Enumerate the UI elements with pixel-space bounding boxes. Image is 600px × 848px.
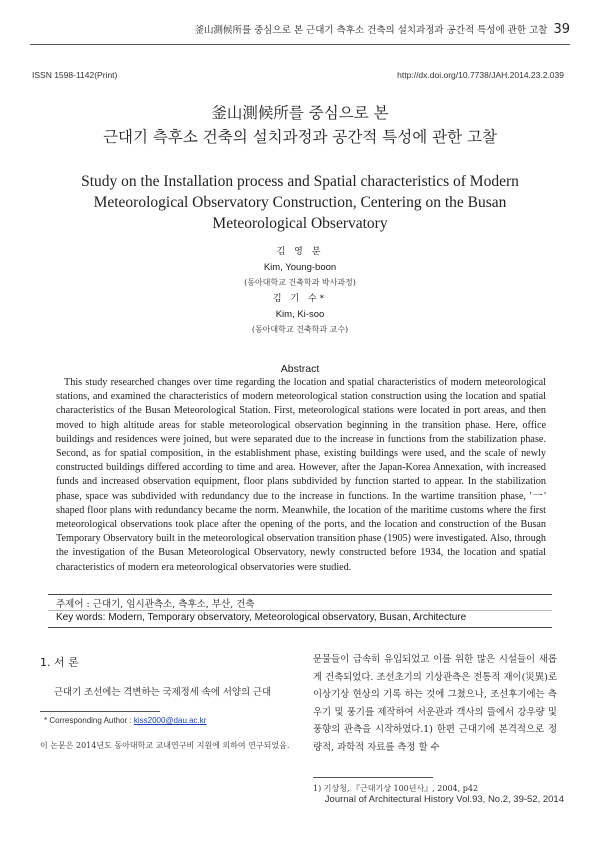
issn: ISSN 1598-1142(Print): [32, 70, 118, 80]
keywords-korean: 주제어 : 근대기, 임시관측소, 측후소, 부산, 건축: [56, 599, 255, 610]
funding-note: 이 논문은 2014년도 동아대학교 교내연구비 지원에 의하여 연구되었음.: [40, 741, 290, 750]
page-number: 39: [553, 22, 570, 37]
running-title: 釜山測候所를 중심으로 본 근대기 측후소 건축의 설치과정과 공간적 특성에 관한 고찰: [194, 25, 548, 36]
journal-footer: Journal of Architectural History Vol.93, No.2, 39-52, 2014: [324, 794, 564, 805]
keywords-rule-top: [48, 594, 552, 595]
corresponding-label: * Corresponding Author :: [44, 716, 134, 725]
author-2-name-korean: 김 기 수*: [272, 294, 328, 304]
korean-title-line-2: 근대기 측후소 건축의 설치과정과 공간적 특성에 관한 고찰: [103, 128, 497, 146]
korean-title-line-1: 釜山測候所를 중심으로 본: [211, 104, 389, 122]
footnote-rule-right: [313, 777, 433, 778]
author-2-name-english: Kim, Ki-soo: [275, 309, 325, 320]
english-title-line-2: Meteorological Observatory Construction, Centering on the Busan: [93, 194, 507, 211]
corresponding-author: [44, 716, 206, 725]
english-title-line-1: Study on the Installation process and Spatial characteristics of Modern: [81, 173, 519, 190]
korean-title: [0, 101, 600, 149]
keywords-rule-bottom: [48, 627, 552, 628]
abstract-heading: Abstract: [280, 363, 320, 375]
header-rule: [30, 44, 570, 45]
corresponding-email-link[interactable]: kiss2000@dau.ac.kr: [133, 716, 207, 725]
author-2-affiliation: (동아대학교 건축학과 교수): [251, 325, 349, 334]
footnote-rule-left: [40, 711, 160, 712]
author-1-name-korean: 김 영 분: [276, 247, 324, 257]
introduction-heading: 1. 서 론: [40, 656, 79, 669]
author-block: [0, 245, 600, 339]
abstract-text: This study researched changes over time regarding the location and spatial characteristics of modern meteorological stations, and examined the characteristics of modern meteorological station construction using the location and spatial characteristics of the Busan Meteorological Station. First, meteorological stations were located in port areas, and then moved to high altitude areas for stable meteorological observation beginning in the transition phase. Here, office buildings and residences were joined, but were separated due to the increase in functions from the stabilization phase. Second, as for spatial composition, in the establishment phase, existing buildings were used, and the scale of newly constructed buildings differed according to time and area. However, after the Japan-Korea Annexation, with increased funds and increased observation equipment, floor plans subdivided by function started to appear. In the stabilization phase, space was subdivided with redundancy due to the increase in functions. In the wartime transition phase, '一' shaped floor plans with redundancy became the norm. Meanwhile, the location of the maritime customs where the first meteorological observations took place after the opening of the ports, and the location and construction of the Busan Temporary Observatory built in the meteorological observation transition phase (1905) were investigated. Also, through the investigation of the Busan Meteorological Observatory, newly constructed before 1934, the location and spatial characteristics of modern era meteorological observatories were studied.: [56, 377, 546, 573]
doi-link[interactable]: http://dx.doi.org/10.7738/JAH.2014.23.2.039: [397, 70, 564, 80]
english-title: [50, 171, 550, 234]
introduction-left-text: 근대기 조선에는 격변하는 국제정세 속에 서양의 근대: [54, 687, 272, 698]
english-title-line-3: Meteorological Observatory: [212, 215, 388, 232]
keywords-english: Key words: Modern, Temporary observatory, Meteorological observatory, Busan, Architecture: [56, 612, 467, 623]
author-1-name-english: Kim, Young-boon: [263, 262, 337, 273]
keywords-rule-middle: [48, 610, 552, 611]
running-head: [194, 22, 570, 37]
introduction-right-text: 문물들이 급속히 유입되었고 이를 위한 많은 시설들이 새롭게 건축되었다. 조선초기의 기상관측은 전통적 재이(災異)로 이상기상 현상의 기록 하는 것에 그쳤으나, 조선후기에는 측우기 및 풍기를 제작하여 서운관과 객사의 뜰에서 강우량 및 풍향의 관측을 시작하였다.1) 한편 근대기에 본격적으로 정량적, 과학적 자료를 측정 할 수: [313, 654, 557, 753]
footnote-1: 1) 기상청, 『근대기상 100년사』, 2004, p42: [313, 784, 479, 793]
author-1-affiliation: (동아대학교 건축학과 박사과정): [244, 278, 356, 287]
